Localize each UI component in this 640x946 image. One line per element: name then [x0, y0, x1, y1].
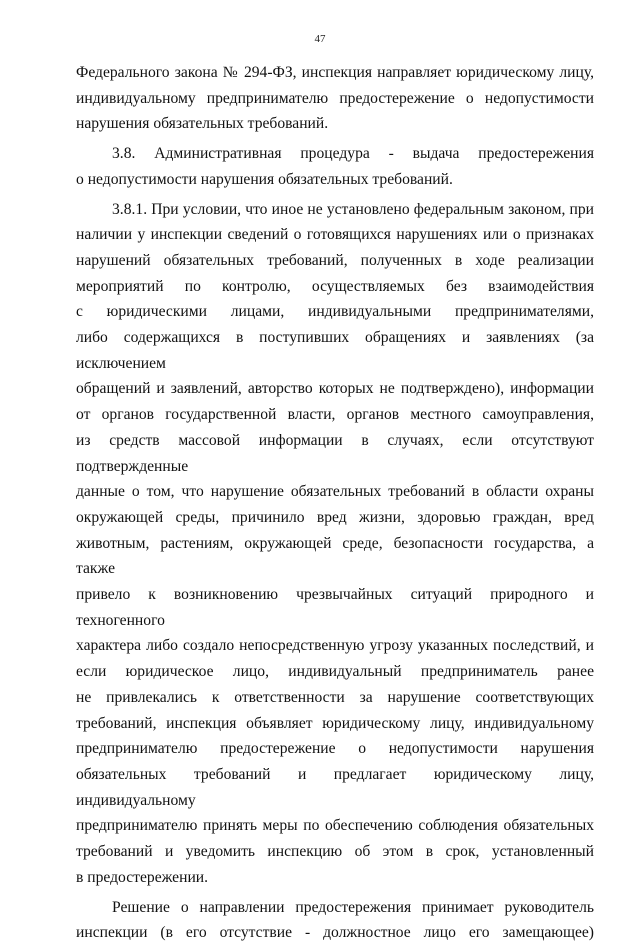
paragraph — [76, 60, 594, 137]
text-line: Решение о направлении предостережения принимает руководитель — [112, 898, 594, 916]
paragraph — [76, 197, 594, 891]
text-line: если юридическое лицо, индивидуальный предприниматель ранее — [76, 663, 594, 681]
text-line: животным, растениям, окружающей среде, безопасности государства, а также — [76, 534, 594, 578]
text-line: индивидуальному предпринимателю предостережение о недопустимости — [76, 89, 594, 107]
text-line: окружающей среды, причинило вред жизни, здоровью граждан, вред — [76, 508, 594, 526]
text-line: о недопустимости нарушения обязательных требований. — [76, 170, 453, 188]
text-line: от органов государственной власти, органов местного самоуправления, — [76, 406, 594, 424]
document-body — [76, 60, 594, 946]
text-line: нарушения обязательных требований. — [76, 115, 329, 133]
text-line: требований и уведомить инспекцию об этом в срок, установленный — [76, 843, 594, 861]
text-line: предпринимателю предостережение о недопустимости нарушения — [76, 740, 594, 758]
text-line: из средств массовой информации в случаях, если отсутствуют подтвержденные — [76, 431, 594, 475]
text-line: обязательных требований и предлагает юридическому лицу, индивидуальному — [76, 765, 594, 809]
text-line: в предостережении. — [76, 868, 209, 886]
text-line: наличии у инспекции сведений о готовящихся нарушениях или о признаках — [76, 226, 594, 244]
text-line: мероприятий по контролю, осуществляемых без взаимодействия — [76, 277, 594, 295]
paragraph — [76, 895, 594, 946]
text-line: либо содержащихся в поступивших обращениях и заявлениях (за исключением — [76, 329, 594, 372]
text-line: 3.8. Административная процедура - выдача предостережения — [112, 145, 594, 163]
text-line: с юридическими лицами, индивидуальными предпринимателями, — [76, 303, 594, 321]
text-line: привело к возникновению чрезвычайных ситуаций природного и техногенного — [76, 586, 594, 629]
page-number: 47 — [314, 33, 326, 45]
text-line: характера либо создало непосредственную угрозу указанных последствий, и — [76, 637, 594, 655]
text-line: 3.8.1. При условии, что иное не установлено федеральным законом, при — [112, 200, 594, 218]
text-line: не привлекались к ответственности за нарушение соответствующих — [76, 688, 594, 706]
text-line: требований, инспекция объявляет юридическому лицу, индивидуальному — [76, 714, 594, 732]
paragraph — [76, 141, 594, 192]
text-line: обращений и заявлений, авторство которых не подтверждено), информации — [76, 380, 594, 398]
text-line: данные о том, что нарушение обязательных требований в области охраны — [76, 483, 594, 501]
text-line: предпринимателю принять меры по обеспечению соблюдения обязательных — [76, 817, 594, 835]
text-line: нарушений обязательных требований, полученных в ходе реализации — [76, 251, 594, 269]
text-line: Федерального закона № 294-ФЗ, инспекция направляет юридическому лицу, — [76, 64, 594, 81]
text-line: инспекции (в его отсутствие - должностное лицо его замещающее) — [76, 924, 594, 942]
